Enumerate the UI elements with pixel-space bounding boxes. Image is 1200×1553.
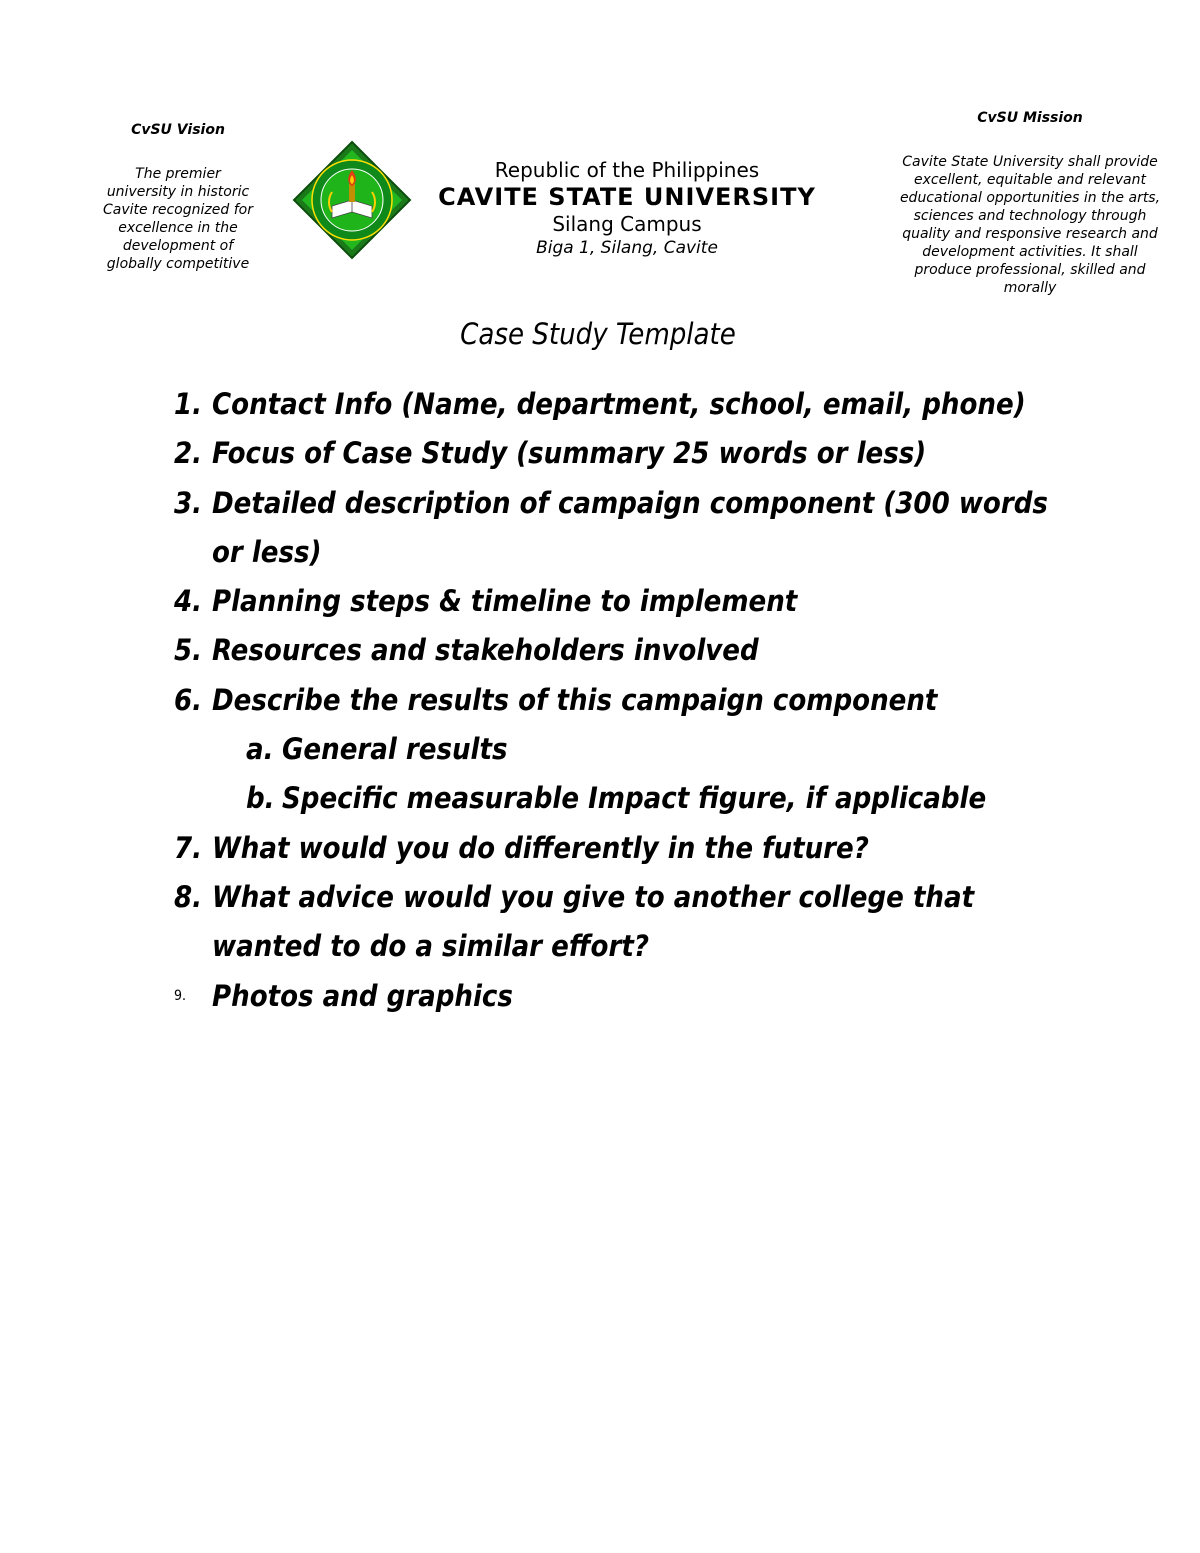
item-text: What would you do differently in the future? — [212, 830, 869, 865]
item-text: Photos and graphics — [212, 978, 513, 1013]
item-text: Describe the results of this campaign component — [212, 682, 938, 717]
item-letter: b. — [246, 781, 275, 816]
item-number: 1. — [174, 387, 203, 421]
list-item — [174, 626, 1054, 675]
item-text: Planning steps & timeline to implement — [212, 584, 798, 619]
vision-block — [86, 121, 270, 271]
campus-name: Silang Campus — [552, 212, 702, 236]
item-text: Contact Info (Name, department, school, email, phone) — [212, 387, 1026, 421]
item-number: 7. — [174, 830, 203, 865]
vision-heading: CvSU Vision — [131, 122, 225, 138]
item-text: General results — [282, 732, 508, 767]
university-header — [420, 158, 834, 260]
item-text: Detailed description of campaign component (300 words or less) — [212, 485, 1048, 569]
item-number: 9. — [174, 987, 187, 1004]
item-number: 5. — [174, 633, 203, 668]
list-item — [174, 577, 1054, 626]
document-title: Case Study Template — [460, 317, 736, 351]
item-text: Resources and stakeholders involved — [212, 633, 759, 668]
list-item — [174, 824, 1054, 873]
item-text: Specific measurable Impact figure, if applicable — [282, 781, 987, 816]
university-name: CAVITE STATE UNIVERSITY — [438, 183, 816, 211]
item-number: 2. — [174, 436, 203, 471]
item-number: 8. — [174, 879, 203, 914]
vision-text: The premier university in historic Cavite recognized for excellence in the development of globally competitive — [103, 166, 253, 271]
university-seal-icon — [292, 140, 412, 260]
mission-heading: CvSU Mission — [977, 110, 1083, 126]
campus-address: Biga 1, Silang, Cavite — [536, 238, 718, 258]
list-item — [174, 676, 1054, 725]
list-item — [174, 380, 1054, 429]
list-item — [174, 479, 1054, 578]
list-item — [174, 972, 1054, 1021]
item-number: 3. — [174, 485, 203, 520]
item-text: What advice would you give to another college that wanted to do a similar effort? — [212, 879, 975, 964]
item-number: 4. — [174, 584, 203, 619]
list-subitem — [174, 774, 1054, 823]
item-number: 6. — [174, 682, 203, 717]
list-subitem — [174, 725, 1054, 774]
republic-label: Republic of the Philippines — [494, 158, 760, 182]
list-item — [174, 873, 1054, 972]
mission-text: Cavite State University shall provide excellent, equitable and relevant educational opportunities in the arts, sciences and technology through quality and responsive research and development activities. It shall produce professional, skilled and morally — [899, 154, 1161, 296]
item-letter: a. — [246, 732, 274, 767]
list-item — [174, 429, 1054, 478]
item-text: Focus of Case Study (summary 25 words or less) — [212, 436, 927, 471]
mission-block — [894, 109, 1166, 309]
template-list — [174, 380, 1054, 1021]
